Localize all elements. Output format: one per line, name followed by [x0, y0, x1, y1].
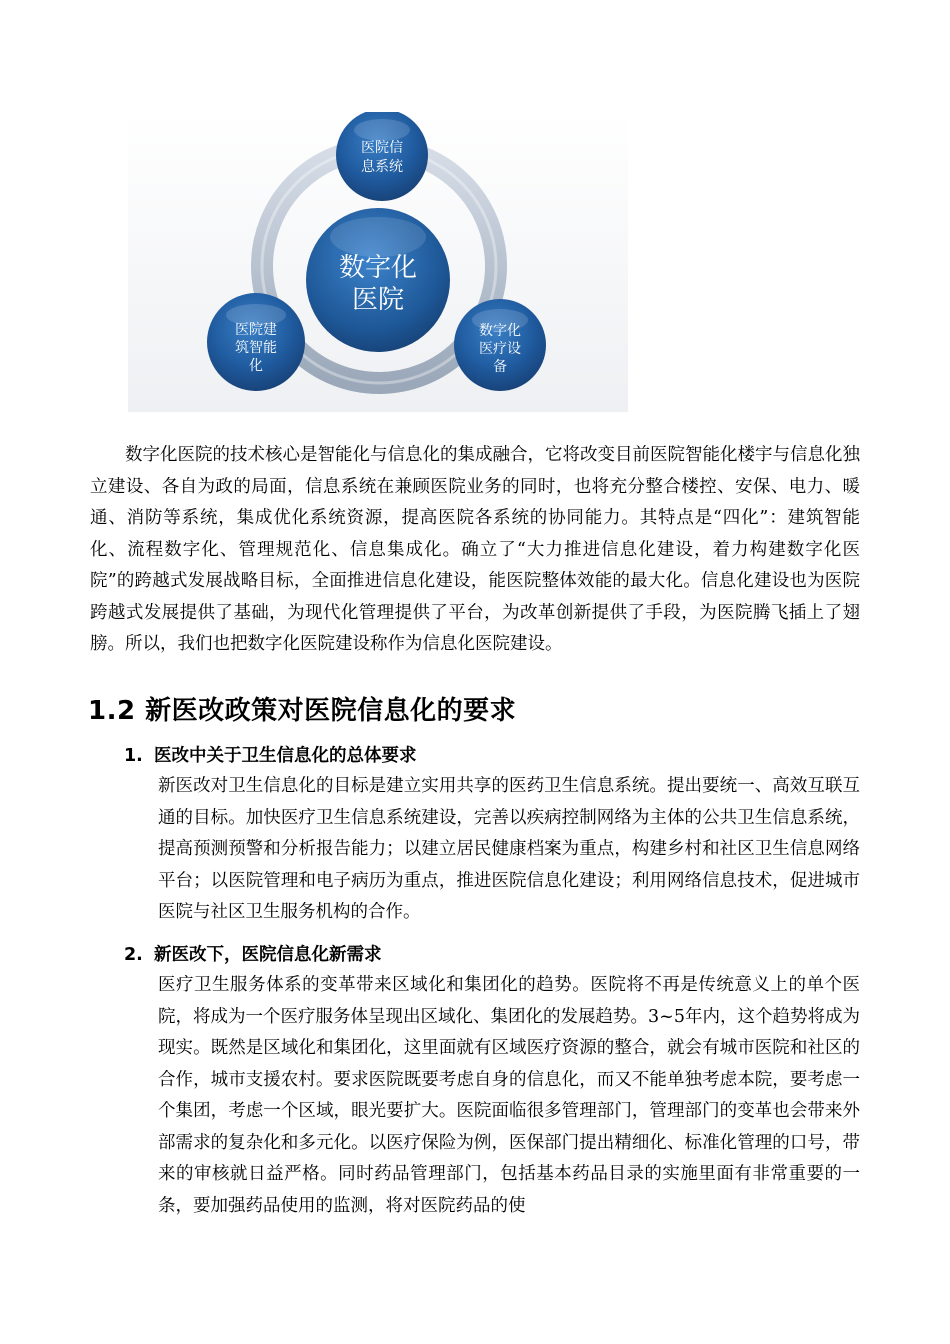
subsection-heading-2 — [124, 941, 382, 966]
subsection-body-2: 医疗卫生服务体系的变革带来区域化和集团化的趋势。医院将不再是传统意义上的单个医院，将成为一个医疗服务体呈现出区域化、集团化的发展趋势。3~5年内，这个趋势将成为现实。既然是区域化和集团化，这里面就有区域医疗资源的整合，就会有城市医院和社区的合作，城市支援农村。要求医院既要考虑自身的信息化，而又不能单独考虑本院，要考虑一个集团，考虑一个区域，眼光要扩大。医院面临很多管理部门，管理部门的变革也会带来外部需求的复杂化和多元化。以医疗保险为例，医保部门提出精细化、标准化管理的口号，带来的审核就日益严格。同时药品管理部门，包括基本药品目录的实施里面有非常重要的一条，要加强药品使用的监测，将对医院药品的使 — [158, 975, 860, 1216]
left-node-line2: 筑智能 — [235, 340, 277, 356]
top-node-line1: 医院信 — [361, 140, 403, 156]
right-node-line1: 数字化 — [479, 323, 521, 339]
subsection-heading-1 — [124, 742, 417, 767]
left-node-line1: 医院建 — [235, 322, 277, 338]
subsection-title-2: 新医改下，医院信息化新需求 — [154, 945, 382, 965]
intro-paragraph: 数字化医院的技术核心是智能化与信息化的集成融合，它将改变目前医院智能化楼宇与信息化独立建设、各自为政的局面，信息系统在兼顾医院业务的同时，也将充分整合楼控、安保、电力、暖通、消防等系统，集成优化系统资源，提高医院各系统的协同能力。其特点是“四化”：建筑智能化、流程数字化、管理规范化、信息集成化。确立了“大力推进信息化建设，着力构建数字化医院”的跨越式发展战略目标，全面推进信息化建设，能医院整体效能的最大化。信息化建设也为医院跨越式发展提供了基础，为现代化管理提供了平台，为改革创新提供了手段，为医院腾飞插上了翅膀。所以，我们也把数字化医院建设称作为信息化医院建设。 — [90, 445, 860, 654]
subsection-number-1: 1. — [124, 746, 143, 766]
subsection-body-1: 新医改对卫生信息化的目标是建立实用共享的医药卫生信息系统。提出要统一、高效互联互通的目标。加快医疗卫生信息系统建设，完善以疾病控制网络为主体的公共卫生信息系统，提高预测预警和分析报告能力；以建立居民健康档案为重点，构建乡村和社区卫生信息网络平台；以医院管理和电子病历为重点，推进医院信息化建设；利用网络信息技术，促进城市医院与社区卫生服务机构的合作。 — [158, 776, 860, 922]
left-node — [207, 293, 305, 391]
center-node-line2: 医院 — [351, 285, 405, 315]
right-node-line2: 医疗设 — [479, 341, 521, 357]
subsection-title-1: 医改中关于卫生信息化的总体要求 — [154, 746, 417, 766]
top-node — [336, 112, 428, 201]
section-title: 1.2 新医改政策对医院信息化的要求 — [88, 696, 517, 726]
top-node-line2: 息系统 — [361, 159, 403, 175]
center-node-line1: 数字化 — [338, 253, 418, 283]
digital-hospital-diagram — [128, 112, 628, 412]
right-node-line3: 备 — [493, 359, 507, 375]
subsection-number-2: 2. — [124, 945, 143, 965]
center-node — [306, 208, 450, 352]
right-node — [454, 299, 546, 391]
left-node-line3: 化 — [249, 358, 263, 374]
